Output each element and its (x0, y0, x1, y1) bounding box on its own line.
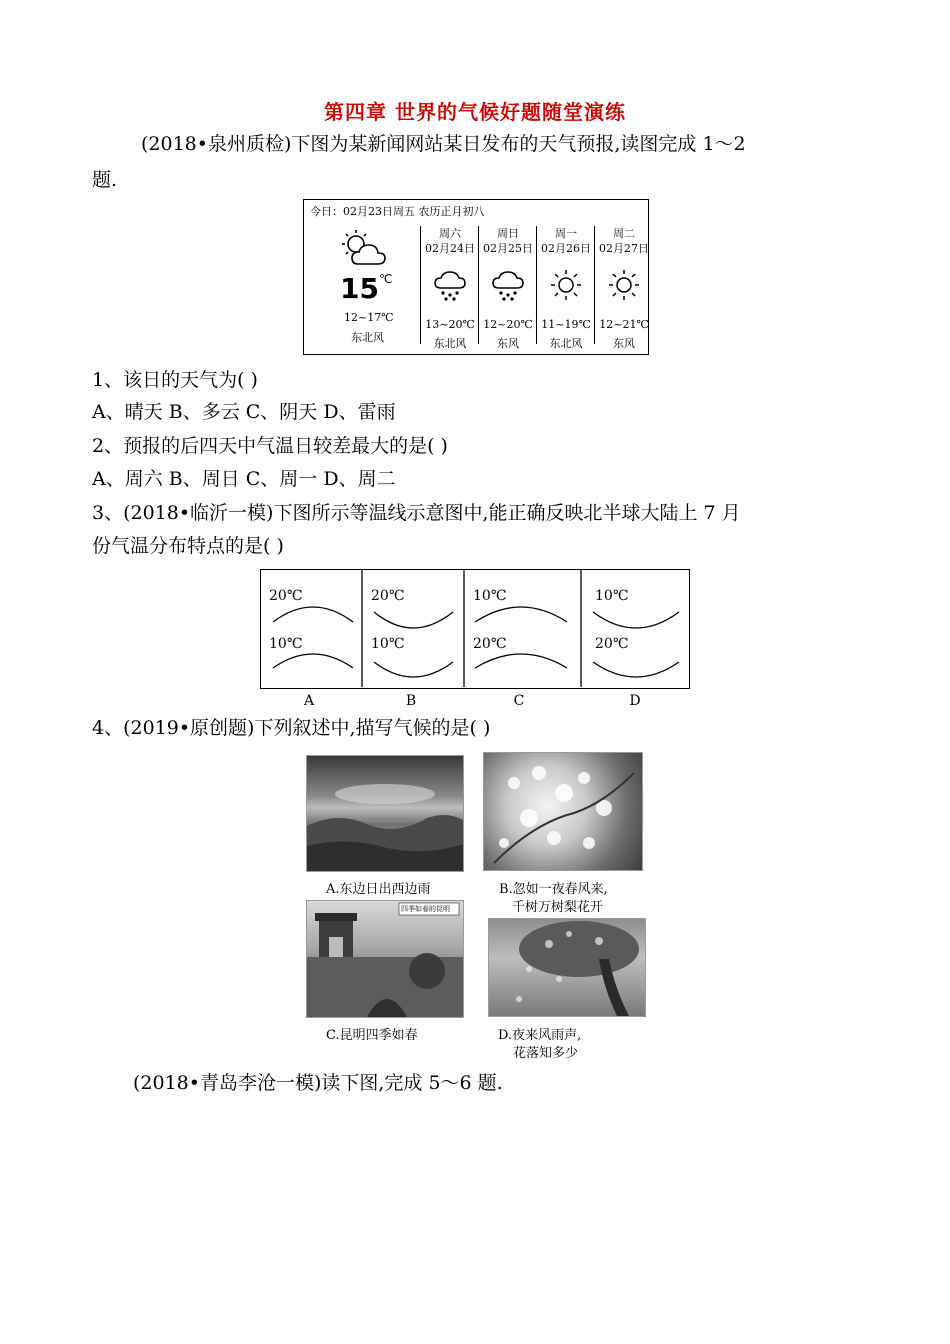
day-label: 周六 (439, 227, 461, 240)
wind-label: 东风 (613, 337, 635, 350)
weather-forecast-panel (303, 199, 649, 355)
question-1-options: A、晴天 B、多云 C、阴天 D、雷雨 (92, 401, 396, 423)
temp-range: 12~21℃ (599, 318, 649, 331)
page-title: 第四章 世界的气候好题随堂演练 (324, 100, 626, 124)
photo-sunrise-rain (306, 755, 464, 872)
isotherm-label: 20℃ (371, 588, 405, 604)
wind-label: 东风 (497, 337, 519, 350)
photo-pear-blossoms (483, 752, 643, 871)
today-range: 12~17℃ (344, 311, 394, 324)
wind-label: 东北风 (433, 337, 467, 350)
intro-5-6: (2018•青岛李沧一模)读下图,完成 5～6 题. (133, 1072, 503, 1094)
photo-caption-c: C.昆明四季如春 (326, 1028, 418, 1043)
photo-kunming (306, 900, 464, 1018)
panel-label-a: A (303, 693, 315, 709)
forecast-day-1 (420, 226, 479, 350)
today-wind: 东北风 (351, 331, 384, 344)
sun-icon (595, 262, 653, 308)
rain-icon (421, 262, 479, 308)
question-3-line-1: 3、(2018•临沂一模)下图所示等温线示意图中,能正确反映北半球大陆上 7 月 (92, 502, 741, 524)
forecast-header: 今日：02月23日周五 农历正月初八 (310, 205, 485, 218)
photo-caption-d-line-1: D.夜来风雨声, (498, 1028, 582, 1043)
forecast-day-2 (478, 226, 537, 350)
forecast-day-3 (536, 226, 595, 350)
intro-line-1: (2018•泉州质检)下图为某新闻网站某日发布的天气预报,读图完成 1～2 (141, 133, 746, 155)
forecast-day-4 (594, 226, 653, 350)
panel-label-c: C (513, 693, 525, 709)
date-label: 02月25日 (483, 242, 533, 255)
rain-icon (479, 262, 537, 308)
question-1-stem: 1、该日的天气为( ) (92, 369, 258, 391)
isotherm-label: 20℃ (269, 588, 303, 604)
date-label: 02月27日 (599, 242, 649, 255)
date-label: 02月24日 (425, 242, 475, 255)
panel-label-b: B (405, 693, 417, 709)
day-label: 周二 (613, 227, 635, 240)
photo-caption-b-line-1: B.忽如一夜春风来, (499, 882, 608, 897)
isotherm-label: 20℃ (473, 636, 507, 652)
temp-range: 13~20℃ (425, 318, 475, 331)
today-temperature: 15℃ (340, 272, 393, 305)
isotherm-label: 10℃ (595, 588, 629, 604)
question-3-line-2: 份气温分布特点的是( ) (92, 535, 284, 557)
isotherm-label: 20℃ (595, 636, 629, 652)
photo-caption-d-line-2: 花落知多少 (513, 1046, 579, 1061)
sun-icon (537, 262, 595, 308)
day-label: 周日 (497, 227, 519, 240)
temp-range: 11~19℃ (541, 318, 591, 331)
wind-label: 东北风 (549, 337, 583, 350)
photo-tag: 四季如春的昆明 (401, 905, 450, 913)
question-2-stem: 2、预报的后四天中气温日较差最大的是( ) (92, 435, 448, 457)
date-label: 02月26日 (541, 242, 591, 255)
partly-cloudy-icon (338, 228, 390, 270)
day-label: 周一 (555, 227, 577, 240)
photo-falling-flowers (488, 918, 646, 1017)
intro-line-2: 题. (92, 169, 118, 191)
isotherm-label: 10℃ (473, 588, 507, 604)
isotherm-label: 10℃ (371, 636, 405, 652)
photo-caption-a: A.东边日出西边雨 (326, 882, 431, 897)
photo-caption-b-line-2: 千树万树梨花开 (512, 900, 604, 915)
question-4-stem: 4、(2019•原创题)下列叙述中,描写气候的是( ) (92, 717, 491, 739)
panel-label-d: D (629, 693, 641, 709)
isotherm-diagram (260, 569, 690, 709)
isotherm-label: 10℃ (269, 636, 303, 652)
question-2-options: A、周六 B、周日 C、周一 D、周二 (92, 468, 396, 490)
temp-range: 12~20℃ (483, 318, 533, 331)
